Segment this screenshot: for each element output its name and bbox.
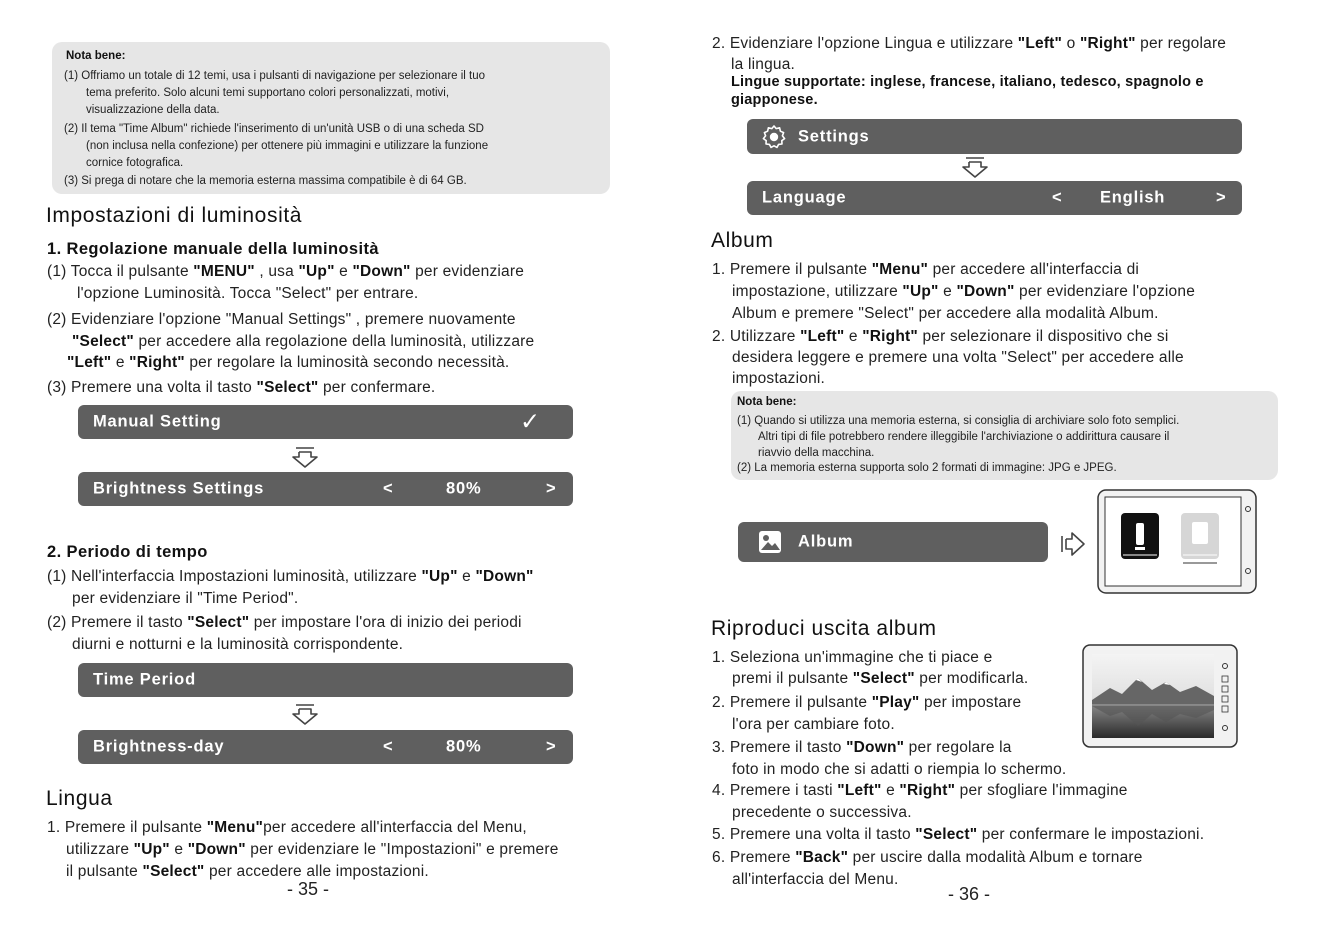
note-line: (2) Il tema "Time Album" richiede l'inserimento di un'unità USB o di una scheda SD — [64, 123, 484, 135]
note-line: Altri tipi di file potrebbero rendere illeggibile l'archiviazione o addirittura causare il — [758, 431, 1170, 443]
image-icon — [758, 530, 782, 554]
note-box-album — [731, 391, 1278, 480]
album-step-2c: impostazioni. — [732, 370, 826, 387]
play-step-6b: all'interfaccia del Menu. — [732, 871, 899, 888]
play-step-2a: 2. Premere il pulsante "Play" per impostare — [712, 694, 1022, 711]
arrow-right-icon — [1060, 530, 1086, 558]
period-step-1b: per evidenziare il "Time Period". — [72, 590, 299, 607]
manual-step-2c: "Left" e "Right" per regolare la luminosità secondo necessità. — [67, 354, 510, 371]
chevron-left-icon: < — [383, 479, 394, 498]
device-album-illustration — [1097, 489, 1257, 594]
album-step-2b: desidera leggere e premere una volta "Select" per accedere alle — [732, 349, 1184, 366]
lingua-step-1c: il pulsante "Select" per accedere alle impostazioni. — [66, 863, 429, 880]
play-step-4b: precedente o successiva. — [732, 804, 912, 821]
bar-label: Album — [798, 532, 854, 551]
arrow-down-icon — [290, 447, 320, 469]
lingua-step-1b: utilizzare "Up" e "Down" per evidenziare le "Impostazioni" e premere — [66, 841, 559, 858]
manual-step-2a: (2) Evidenziare l'opzione "Manual Settings" , premere nuovamente — [47, 311, 516, 328]
play-step-3a: 3. Premere il tasto "Down" per regolare la — [712, 739, 1012, 756]
lang-step-2a: 2. Evidenziare l'opzione Lingua e utilizzare "Left" o "Right" per regolare — [712, 35, 1227, 52]
check-icon: ✓ — [520, 408, 541, 436]
chevron-right-icon: > — [546, 737, 557, 756]
play-step-6a: 6. Premere "Back" per uscire dalla modalità Album e tornare — [712, 849, 1143, 866]
supported-languages-2: giapponese. — [731, 92, 818, 108]
chevron-right-icon: > — [546, 479, 557, 498]
play-step-2b: l'ora per cambiare foto. — [732, 716, 895, 733]
period-step-2a: (2) Premere il tasto "Select" per impostare l'ora di inizio dei periodi — [47, 614, 522, 631]
bar-value: English — [1100, 188, 1166, 207]
note-line: visualizzazione della data. — [86, 104, 220, 116]
note-line: (non inclusa nella confezione) per ottenere più immagini e utilizzare la funzione — [86, 140, 489, 152]
page-number-right: - 36 - — [948, 884, 991, 904]
note-line: (1) Offriamo un totale di 12 temi, usa i pulsanti di navigazione per selezionare il tuo — [64, 70, 486, 82]
menu-bar-manual-setting — [78, 405, 573, 439]
section-title-brightness: Impostazioni di luminosità — [46, 204, 303, 227]
bar-label: Time Period — [93, 670, 196, 689]
arrow-down-icon — [960, 157, 990, 179]
note-line: cornice fotografica. — [86, 157, 184, 169]
bar-label: Brightness Settings — [93, 479, 265, 498]
chevron-left-icon: < — [383, 737, 394, 756]
album-step-1b: impostazione, utilizzare "Up" e "Down" per evidenziare l'opzione — [732, 283, 1196, 300]
play-step-5: 5. Premere una volta il tasto "Select" per confermare le impostazioni. — [712, 826, 1205, 843]
note-title: Nota bene: — [737, 396, 797, 408]
manual-step-1b: l'opzione Luminosità. Tocca "Select" per entrare. — [77, 285, 419, 302]
subsection-title-manual: 1. Regolazione manuale della luminosità — [47, 240, 379, 258]
supported-languages: Lingue supportate: inglese, francese, italiano, tedesco, spagnolo e — [731, 74, 1204, 90]
note-line: tema preferito. Solo alcuni temi supportano colori personalizzati, motivi, — [86, 87, 450, 99]
manual-step-1a: (1) Tocca il pulsante "MENU" , usa "Up" e "Down" per evidenziare — [47, 263, 525, 280]
play-step-1b: premi il pulsante "Select" per modificarla. — [732, 670, 1029, 687]
play-step-4a: 4. Premere i tasti "Left" e "Right" per sfogliare l'immagine — [712, 782, 1128, 799]
lingua-step-1a: 1. Premere il pulsante "Menu"per accedere all'interfaccia del Menu, — [47, 819, 527, 836]
bar-label: Brightness-day — [93, 737, 225, 756]
note-box-themes — [52, 42, 610, 194]
lang-step-2b: la lingua. — [731, 56, 796, 73]
menu-bar-settings — [747, 119, 1242, 154]
menu-bar-brightness-settings — [78, 472, 573, 506]
menu-bar-time-period — [78, 663, 573, 697]
period-step-2b: diurni e notturni e la luminosità corrispondente. — [72, 636, 404, 653]
subsection-title-period: 2. Periodo di tempo — [47, 543, 208, 561]
section-title-play: Riproduci uscita album — [711, 617, 937, 640]
album-step-2a: 2. Utilizzare "Left" e "Right" per selezionare il dispositivo che si — [712, 328, 1169, 345]
manual-step-3: (3) Premere una volta il tasto "Select" per confermare. — [47, 379, 436, 396]
section-title-lingua: Lingua — [46, 787, 113, 810]
play-step-3b: foto in modo che si adatti o riempia lo schermo. — [732, 761, 1067, 778]
device-photo-illustration — [1082, 644, 1238, 748]
bar-label: Settings — [798, 127, 870, 145]
note-line: riavvio della macchina. — [758, 447, 875, 459]
note-line: (1) Quando si utilizza una memoria esterna, si consiglia di archiviare solo foto semplici. — [737, 415, 1180, 427]
bar-value: 80% — [446, 737, 482, 756]
manual-step-2b: "Select" per accedere alla regolazione della luminosità, utilizzare — [72, 333, 535, 350]
menu-bar-language — [747, 181, 1242, 215]
chevron-left-icon: < — [1052, 188, 1063, 207]
period-step-1a: (1) Nell'interfaccia Impostazioni luminosità, utilizzare "Up" e "Down" — [47, 568, 534, 585]
menu-bar-album — [738, 522, 1048, 562]
bar-label: Manual Setting — [93, 412, 222, 431]
arrow-down-icon — [290, 704, 320, 726]
album-step-1c: Album e premere "Select" per accedere alla modalità Album. — [732, 305, 1159, 322]
album-step-1a: 1. Premere il pulsante "Menu" per accedere all'interfaccia di — [712, 261, 1140, 278]
note-line: (2) La memoria esterna supporta solo 2 formati di immagine: JPG e JPEG. — [737, 462, 1117, 474]
bar-label: Language — [762, 188, 847, 207]
play-step-1a: 1. Seleziona un'immagine che ti piace e — [712, 649, 993, 666]
chevron-right-icon: > — [1216, 188, 1227, 207]
bar-value: 80% — [446, 479, 482, 498]
note-line: (3) Si prega di notare che la memoria esterna massima compatibile è di 64 GB. — [64, 175, 467, 187]
note-title: Nota bene: — [66, 50, 126, 62]
page-number-left: - 35 - — [287, 879, 330, 899]
menu-bar-brightness-day — [78, 730, 573, 764]
gear-icon — [761, 124, 787, 150]
section-title-album: Album — [711, 229, 774, 252]
